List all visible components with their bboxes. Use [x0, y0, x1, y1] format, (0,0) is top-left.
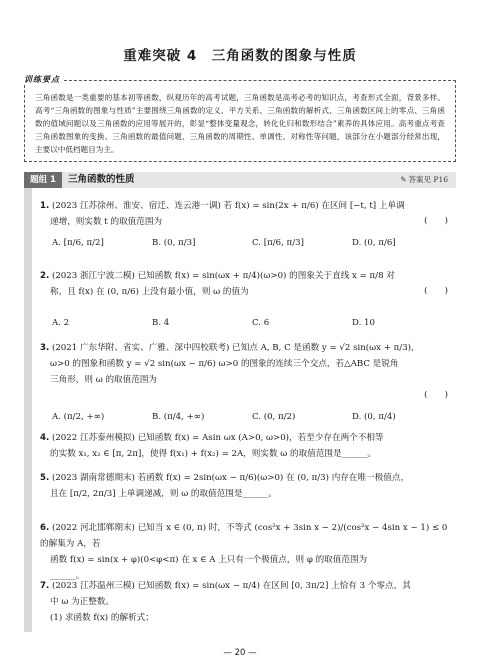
question-text: 递增，则实数 t 的取值范围为: [50, 217, 163, 227]
side-stripe: [24, 188, 32, 632]
option-a: A. [π/6, π/2]: [52, 238, 104, 248]
intro-box: [24, 80, 456, 162]
option-c: C. 6: [252, 318, 270, 328]
question-number: 3.: [40, 343, 50, 353]
question-text: 称，且 f(x) 在 (0, π/6) 上没有最小值，则 ω 的值为: [50, 287, 249, 297]
answer-paren: ( ): [424, 216, 448, 226]
group-title: 三角函数的性质: [68, 174, 135, 185]
pencil-icon: ✎: [400, 175, 407, 184]
question-text: 且在 [π/2, 2π/3] 上单调递减，则 ω 的取值范围是______。: [50, 489, 277, 499]
question-number: 6.: [40, 523, 50, 533]
option-c: C. (0, π/2): [252, 412, 296, 422]
option-c: C. [π/6, π/3]: [252, 238, 304, 248]
options-row: [52, 412, 452, 422]
question-number: 2.: [40, 271, 50, 281]
intro-tag: 训练要点: [20, 74, 64, 85]
question-number: 5.: [40, 473, 50, 483]
question-text: (2023 江苏徐州、淮安、宿迁、连云港一调) 若 f(x) = sin(2x + π/6) 在区间 [−t, t] 上单调: [51, 201, 405, 211]
question-text: (2022 河北邯郸期末) 已知当 x ∈ (0, π) 时，不等式 (cos²x + 3sin x − 2)/(cos²x − 4sin x − 1) ≤ 0 的解集为 A，若: [40, 523, 448, 549]
options-row: [52, 238, 452, 248]
page-title: 重难突破 4 三角函数的图象与性质: [123, 48, 357, 64]
option-b: B. (π/4, +∞): [152, 412, 205, 422]
answer-paren: ( ): [424, 390, 448, 400]
question-text: ______。: [50, 571, 85, 581]
question-text: 中 ω 为正整数。: [50, 597, 115, 607]
question-text: (2023 江苏温州三模) 已知函数 f(x) = sin(ωx − π/4) 在区间 [0, 3π/2] 上恰有 3 个零点，其: [51, 581, 411, 591]
option-b: B. (0, π/3]: [152, 238, 196, 248]
question-5: [40, 470, 450, 502]
answer-ref-text: 答案见 P16: [408, 175, 448, 184]
question-6: [40, 520, 450, 584]
question-text: (2023 浙江宁波二模) 已知函数 f(x) = sin(ωx + π/4)(ω>0) 的图象关于直线 x = π/8 对: [51, 271, 395, 281]
question-number: 7.: [40, 581, 50, 591]
question-text: (1) 求函数 f(x) 的解析式；: [50, 613, 154, 623]
option-d: D. 10: [352, 318, 375, 328]
option-b: B. 4: [152, 318, 170, 328]
question-text: (2023 湖南常德期末) 若函数 f(x) = 2sin(ωx − π/6)(ω>0) 在 (0, π/3) 内存在唯一极值点，: [51, 473, 410, 483]
question-4: [40, 430, 450, 462]
options-row: [52, 318, 452, 328]
question-number: 1.: [40, 201, 50, 211]
question-number: 4.: [40, 433, 50, 443]
question-7: [40, 578, 450, 626]
intro-text: 三角函数是一类重要的基本初等函数，纵观历年的高考试题，三角函数是高考必考的知识点，考查形式全面，背景多样。高考“三角函数的图象与性质”主要围绕三角函数的定义、平方关系、三角函数的解析式、三角函数区间上的零点、三角函数的值域问题以及三角函数的应用等展开的，彰显“整体变量观念，转化化归和数形结合”素养的具体应用。高考重点考查三角函数图象的变换、三角函数的最值问题、三角函数的周期性、单调性、对称性等问题，该部分在小题部分经常出现，主要以中低档题目为主。: [35, 93, 445, 154]
group-badge: 题组 1: [24, 172, 62, 188]
question-1: [40, 198, 450, 230]
question-text: (2021 广东华附、省实、广雅、深中四校联考) 已知点 A, B, C 是函数 y = √2 sin(ωx + π/3),: [51, 343, 414, 353]
group-header: [24, 172, 456, 188]
question-text: ω>0 的图象和函数 y = √2 sin(ωx − π/6) ω>0 的图象的连续三个交点，若△ABC 是锐角: [50, 359, 399, 369]
question-text: 函数 f(x) = sin(x + φ)(0<φ<π) 在 x ∈ A 上只有一个极值点，则 φ 的取值范围为: [50, 555, 368, 565]
question-text: (2022 江苏泰州模拟) 已知函数 f(x) = Asin ωx (A>0, ω>0)，若至少存在两个不相等: [51, 433, 384, 443]
question-2: [40, 268, 450, 300]
answer-reference: [398, 172, 448, 188]
option-a: A. 2: [52, 318, 70, 328]
option-d: D. (0, π/4): [352, 412, 396, 422]
answer-paren: ( ): [424, 286, 448, 296]
option-a: A. (π/2, +∞): [52, 412, 105, 422]
question-3: [40, 340, 450, 388]
question-text: 的实数 x₁, x₂ ∈ [π, 2π]，使得 f(x₁) + f(x₂) = 2A，则实数 ω 的取值范围是______。: [50, 449, 376, 459]
page-number: — 20 —: [223, 648, 257, 658]
option-d: D. (0, π/6]: [352, 238, 396, 248]
question-text: 三角形，则 ω 的取值范围为: [50, 375, 158, 385]
